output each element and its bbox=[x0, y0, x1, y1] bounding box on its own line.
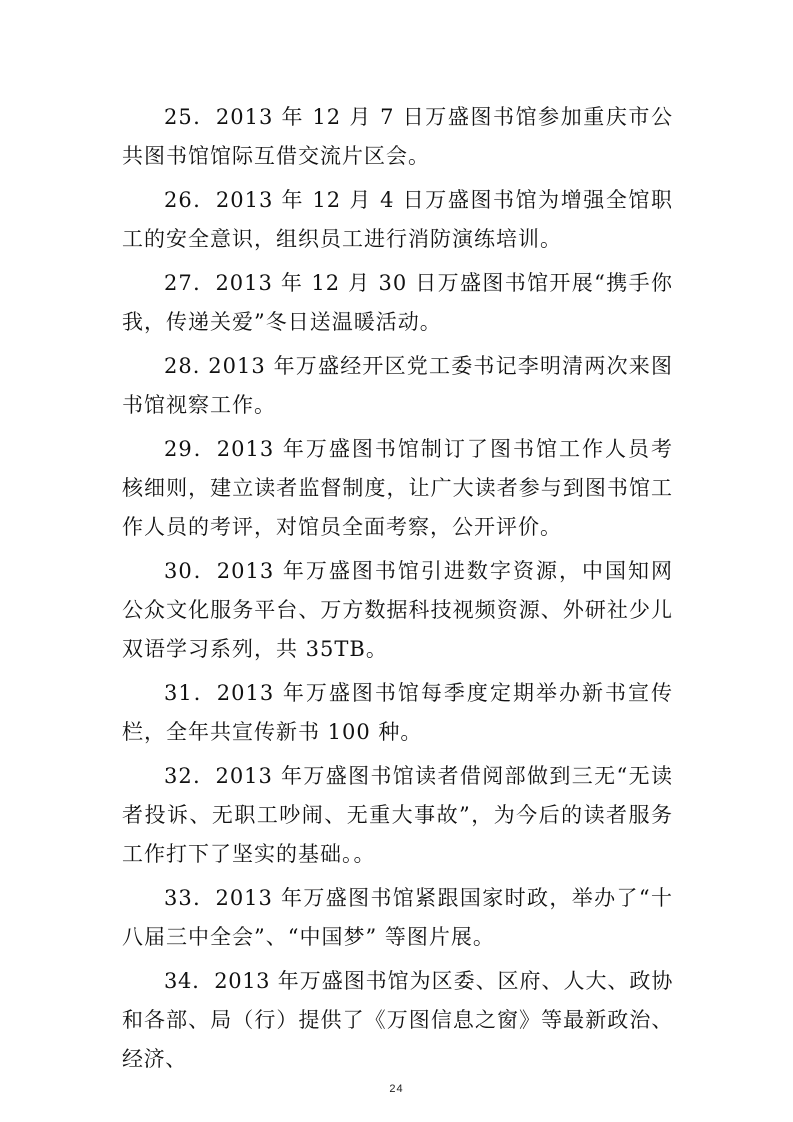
paragraph-25: 25．2013 年 12 月 7 日万盛图书馆参加重庆市公共图书馆馆际互借交流片区会。 bbox=[122, 105, 673, 168]
page-number: 24 bbox=[389, 1083, 404, 1095]
paragraph-33: 33．2013 年万盛图书馆紧跟国家时政，举办了“十八届三中全会”、“中国梦” 等图片展。 bbox=[122, 886, 673, 949]
paragraph-31: 31．2013 年万盛图书馆每季度定期举办新书宣传栏，全年共宣传新书 100 种。 bbox=[122, 681, 673, 744]
paragraph-28: 28. 2013 年万盛经开区党工委书记李明清两次来图书馆视察工作。 bbox=[122, 354, 673, 417]
paragraph-27: 27．2013 年 12 月 30 日万盛图书馆开展“携手你我，传递关爱”冬日送温暖活动。 bbox=[122, 271, 673, 334]
paragraph-29: 29．2013 年万盛图书馆制订了图书馆工作人员考核细则，建立读者监督制度，让广大读者参与到图书馆工作人员的考评，对馆员全面考察，公开评价。 bbox=[122, 437, 673, 539]
paragraph-34: 34．2013 年万盛图书馆为区委、区府、人大、政协和各部、局（行）提供了《万图信息之窗》等最新政治、经济、 bbox=[122, 969, 673, 1071]
paragraph-32: 32．2013 年万盛图书馆读者借阅部做到三无“无读者投诉、无职工吵闹、无重大事故”，为今后的读者服务工作打下了坚实的基础。。 bbox=[122, 764, 673, 866]
paragraph-26: 26．2013 年 12 月 4 日万盛图书馆为增强全馆职工的安全意识，组织员工进行消防演练培训。 bbox=[122, 188, 673, 251]
paragraph-30: 30．2013 年万盛图书馆引进数字资源，中国知网公众文化服务平台、万方数据科技视频资源、外研社少儿双语学习系列，共 35TB。 bbox=[122, 559, 673, 661]
